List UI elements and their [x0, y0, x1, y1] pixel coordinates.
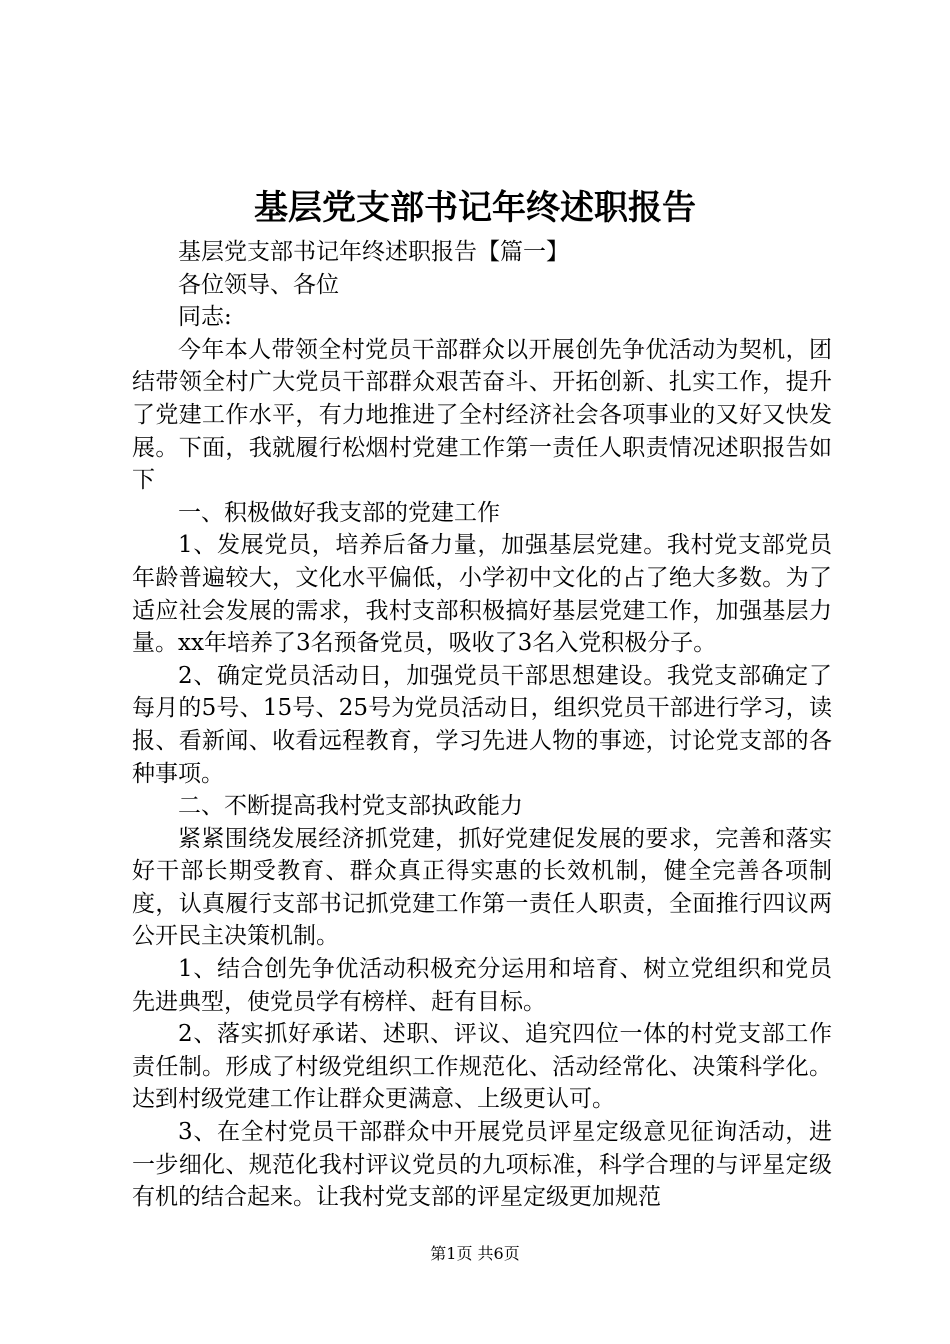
section-heading-1: 一、积极做好我支部的党建工作: [178, 499, 500, 526]
paragraph-2-1: 1、结合创先争优活动积极充分运用和培育、树立党组织和党员先进典型，使党员学有榜样、赶有目标。: [132, 956, 832, 1015]
paragraph-2-2: 2、落实抓好承诺、述职、评议、追究四位一体的村党支部工作责任制。形成了村级党组织工作规范化、活动经常化、决策科学化。达到村级党建工作让群众更满意、上级更认可。: [132, 1021, 832, 1113]
paragraph-1-2: 2、确定党员活动日，加强党员干部思想建设。我党支部确定了每月的5号、15号、25号为党员活动日，组织党员干部进行学习，读报、看新闻、收看远程教育，学习先进人物的事迹，讨论党支部的各种事项。: [132, 662, 832, 787]
section-heading-2: 二、不断提高我村党支部执政能力: [178, 793, 523, 820]
paragraph-intro: 今年本人带领全村党员干部群众以开展创先争优活动为契机，团结带领全村广大党员干部群众艰苦奋斗、开拓创新、扎实工作，提升了党建工作水平，有力地推进了全村经济社会各项事业的又好又快发展。下面，我就履行松烟村党建工作第一责任人职责情况述职报告如下: [132, 336, 832, 494]
paragraph-1-1: 1、发展党员，培养后备力量，加强基层党建。我村党支部党员年龄普遍较大，文化水平偏低，小学初中文化的占了绝大多数。为了适应社会发展的需求，我村支部积极搞好基层党建工作，加强基层力量。xx年培养了3名预备党员，吸收了3名入党积极分子。: [132, 532, 832, 657]
document-body: [132, 236, 832, 1214]
page-number-footer: 第1页 共6页: [430, 1244, 520, 1263]
paragraph-salutation-2: 同志:: [178, 304, 232, 331]
paragraph-heading-part-one: 基层党支部书记年终述职报告【篇一】: [178, 239, 569, 265]
document-title: 基层党支部书记年终述职报告: [254, 188, 696, 228]
paragraph-2-intro: 紧紧围绕发展经济抓党建，抓好党建促发展的要求，完善和落实好干部长期受教育、群众真正得实惠的长效机制，健全完善各项制度，认真履行支部书记抓党建工作第一责任人职责，全面推行四议两公开民主决策机制。: [132, 825, 832, 950]
paragraph-2-3: 3、在全村党员干部群众中开展党员评星定级意见征询活动，进一步细化、规范化我村评议党员的九项标准，科学合理的与评星定级有机的结合起来。让我村党支部的评星定级更加规范: [132, 1119, 832, 1211]
paragraph-salutation-1: 各位领导、各位: [178, 271, 339, 298]
